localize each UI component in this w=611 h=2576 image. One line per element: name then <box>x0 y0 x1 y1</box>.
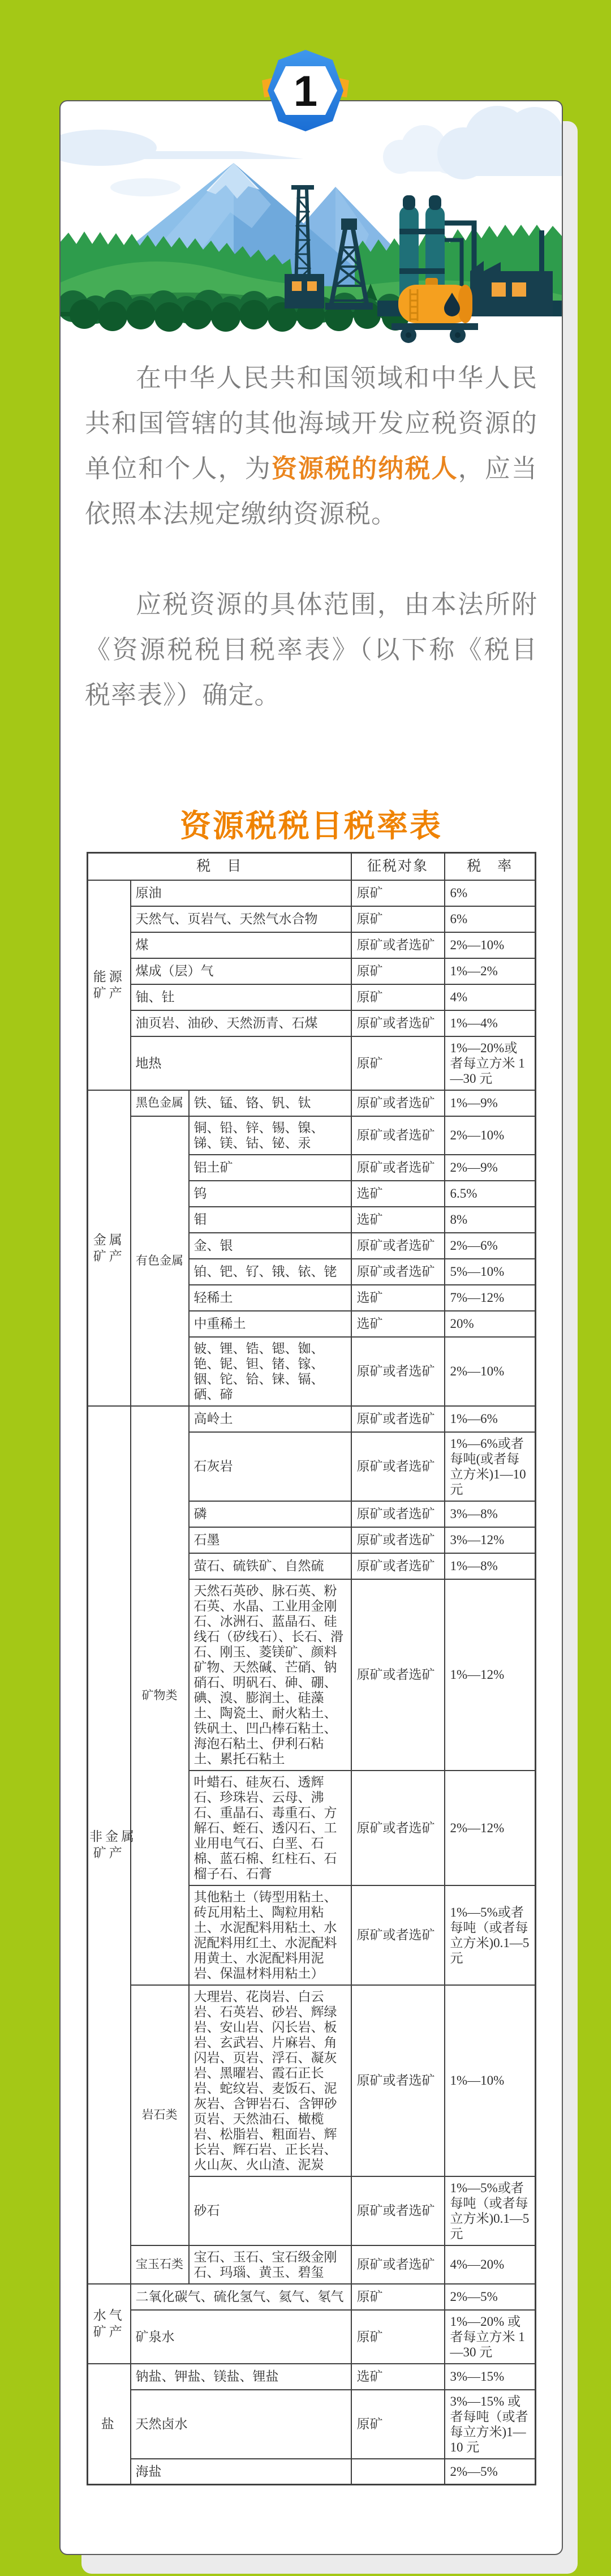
object-cell <box>351 2459 445 2485</box>
object-cell: 原矿或者选矿 <box>351 1090 445 1116</box>
rate-cell: 1%—5%或者每吨（或者每立方米)0.1—5 元 <box>445 1885 536 1985</box>
paragraph-1-text: 在中华人民共和国领域和中华人民共和国管辖的其他海域开发应税资源的单位和个人，为 <box>85 363 537 483</box>
object-cell: 选矿 <box>351 1285 445 1311</box>
rate-cell: 1%—9% <box>445 1090 536 1116</box>
rate-cell: 6% <box>445 880 536 906</box>
table-row <box>88 2245 536 2284</box>
object-cell: 原矿或者选矿 <box>351 1553 445 1579</box>
object-cell: 原矿或者选矿 <box>351 1233 445 1259</box>
paragraph-2: 应税资源的具体范围，由本法所附《资源税税目税率表》（以下称《税目税率表》）确定。 <box>85 590 537 709</box>
object-cell: 原矿 <box>351 906 445 932</box>
item-cell: 石灰岩 <box>189 1432 351 1501</box>
table-row <box>88 958 536 984</box>
object-cell: 选矿 <box>351 2364 445 2390</box>
table-row <box>88 880 536 906</box>
rate-cell: 3%—15% <box>445 2364 536 2390</box>
tax-rate-table <box>87 852 536 2485</box>
item-cell: 铁、锰、铬、钒、钛 <box>189 1090 351 1116</box>
rate-cell: 4%—20% <box>445 2245 536 2284</box>
object-cell: 原矿或者选矿 <box>351 1885 445 1985</box>
table-row <box>88 2459 536 2485</box>
item-cell: 钨 <box>189 1181 351 1207</box>
table-row <box>88 1036 536 1090</box>
item-cell: 叶蜡石、硅灰石、透辉石、珍珠岩、云母、沸石、重晶石、毒重石、方解石、蛭石、透闪石、工业用电气石、白垩、石棉、蓝石棉、红柱石、石榴子石、石膏 <box>189 1771 351 1885</box>
item-cell: 大理岩、花岗岩、白云岩、石英岩、砂岩、辉绿岩、安山岩、闪长岩、板岩、玄武岩、片麻岩、角闪岩、页岩、浮石、凝灰岩、黑曜岩、霞石正长岩、蛇纹岩、麦饭石、泥灰岩、含钾岩石、含钾砂页岩、天然油石、橄榄岩、松脂岩、粗面岩、辉长岩、辉石岩、正长岩、火山灰、火山渣、泥炭 <box>189 1985 351 2176</box>
item-cell: 其他粘土（铸型用粘土、砖瓦用粘土、陶粒用粘土、水泥配料用粘土、水泥配料用红土、水泥配料用黄土、水泥配料用泥岩、保温材料用粘土） <box>189 1885 351 1985</box>
object-cell: 原矿或者选矿 <box>351 1771 445 1885</box>
object-cell: 原矿 <box>351 958 445 984</box>
subcategory-cell: 宝玉石类 <box>131 2245 189 2284</box>
object-cell: 原矿或者选矿 <box>351 2245 445 2284</box>
object-cell: 原矿或者选矿 <box>351 2176 445 2245</box>
subcategory-cell: 岩石类 <box>131 1985 189 2245</box>
rate-cell: 2%—6% <box>445 1233 536 1259</box>
object-cell: 原矿或者选矿 <box>351 1116 445 1155</box>
section-badge <box>257 48 354 136</box>
badge-number: 1 <box>293 67 318 115</box>
object-cell: 原矿或者选矿 <box>351 1406 445 1432</box>
item-cell: 铂、钯、钌、锇、铱、铑 <box>189 1259 351 1285</box>
table-row <box>88 1406 536 1432</box>
object-cell: 原矿 <box>351 2390 445 2459</box>
category-cell: 非金属 矿产 <box>88 1406 131 2284</box>
item-cell: 轻稀土 <box>189 1285 351 1311</box>
rate-cell: 1%—4% <box>445 1010 536 1036</box>
object-cell: 原矿 <box>351 2284 445 2310</box>
table-row <box>88 2284 536 2310</box>
item-cell: 海盐 <box>131 2459 351 2485</box>
table-row <box>88 1985 536 2176</box>
table-row <box>88 2364 536 2390</box>
item-cell: 钼 <box>189 1207 351 1233</box>
subcategory-cell: 有色金属 <box>131 1116 189 1406</box>
rate-cell: 3%—12% <box>445 1527 536 1553</box>
subcategory-cell: 黑色金属 <box>131 1090 189 1116</box>
category-cell: 能源 矿产 <box>88 880 131 1090</box>
item-cell: 煤成（层）气 <box>131 958 351 984</box>
table-row <box>88 1010 536 1036</box>
table-row <box>88 932 536 958</box>
table-row <box>88 1090 536 1116</box>
rate-cell: 2%—10% <box>445 1116 536 1155</box>
item-cell: 二氧化碳气、硫化氢气、氦气、氡气 <box>131 2284 351 2310</box>
item-cell: 高岭土 <box>189 1406 351 1432</box>
taxpayer-highlight: 资源税的纳税人 <box>271 454 458 483</box>
item-cell: 铝土矿 <box>189 1155 351 1181</box>
object-cell: 选矿 <box>351 1181 445 1207</box>
rate-cell: 2%—9% <box>445 1155 536 1181</box>
header-item: 税 目 <box>88 853 351 880</box>
table-row <box>88 2310 536 2364</box>
table-title: 资源税税目税率表 <box>179 808 442 843</box>
item-cell: 矿泉水 <box>131 2310 351 2364</box>
rate-cell: 1%—12% <box>445 1579 536 1771</box>
rate-cell: 3%—8% <box>445 1501 536 1527</box>
content-card <box>59 100 563 2555</box>
object-cell: 原矿或者选矿 <box>351 1155 445 1181</box>
item-cell: 萤石、硫铁矿、自然硫 <box>189 1553 351 1579</box>
rate-cell: 1%—8% <box>445 1553 536 1579</box>
item-cell: 铀、钍 <box>131 984 351 1010</box>
object-cell: 原矿或者选矿 <box>351 1579 445 1771</box>
header-object: 征税对象 <box>351 853 445 880</box>
rate-cell: 1%—20% 或者每立方米 1—30 元 <box>445 2310 536 2364</box>
rate-cell: 1%—10% <box>445 1985 536 2176</box>
rate-cell: 1%—6%或者每吨(或者每立方米)1—10 元 <box>445 1432 536 1501</box>
table-row <box>88 2390 536 2459</box>
header-rate: 税 率 <box>445 853 536 880</box>
rate-cell: 2%—10% <box>445 1337 536 1406</box>
item-cell: 天然气、页岩气、天然气水合物 <box>131 906 351 932</box>
item-cell: 煤 <box>131 932 351 958</box>
rate-cell: 20% <box>445 1311 536 1337</box>
rate-cell: 2%—5% <box>445 2459 536 2485</box>
object-cell: 选矿 <box>351 1207 445 1233</box>
object-cell: 原矿或者选矿 <box>351 1432 445 1501</box>
object-cell: 原矿或者选矿 <box>351 1259 445 1285</box>
rate-cell: 1%—6% <box>445 1406 536 1432</box>
item-cell: 铜、铅、锌、锡、镍、锑、镁、钴、铋、汞 <box>189 1116 351 1155</box>
tax-table-body <box>88 880 536 2485</box>
item-cell: 钠盐、钾盐、镁盐、锂盐 <box>131 2364 351 2390</box>
rate-cell: 2%—5% <box>445 2284 536 2310</box>
rate-cell: 1%—5%或者每吨（或者每立方米)0.1—5 元 <box>445 2176 536 2245</box>
item-cell: 天然石英砂、脉石英、粉石英、水晶、工业用金刚石、冰洲石、蓝晶石、硅线石（矽线石）、长石、滑石、刚玉、菱镁矿、颜料矿物、天然碱、芒硝、钠硝石、明矾石、砷、硼、碘、溴、膨润土、硅藻土、陶瓷土、耐火粘土、铁矾土、凹凸棒石粘土、海泡石粘土、伊利石粘土、累托石粘土 <box>189 1579 351 1771</box>
paragraph-1 <box>85 355 537 537</box>
item-cell: 石墨 <box>189 1527 351 1553</box>
object-cell: 原矿或者选矿 <box>351 1337 445 1406</box>
rate-cell: 2%—10% <box>445 932 536 958</box>
item-cell: 原油 <box>131 880 351 906</box>
object-cell: 原矿 <box>351 2310 445 2364</box>
paragraph-1-tail: ，应当依照本法规定缴纳资源税。 <box>85 454 537 528</box>
landscape-illustration <box>61 101 562 345</box>
item-cell: 磷 <box>189 1501 351 1527</box>
table-header-row <box>88 853 536 880</box>
item-cell: 铍、锂、锆、锶、铷、铯、铌、钽、锗、镓、铟、铊、铪、铼、镉、硒、碲 <box>189 1337 351 1406</box>
rate-cell: 2%—12% <box>445 1771 536 1885</box>
item-cell: 砂石 <box>189 2176 351 2245</box>
object-cell: 原矿或者选矿 <box>351 932 445 958</box>
object-cell: 选矿 <box>351 1311 445 1337</box>
rate-cell: 4% <box>445 984 536 1010</box>
category-cell: 水气 矿产 <box>88 2284 131 2364</box>
object-cell: 原矿 <box>351 880 445 906</box>
object-cell: 原矿或者选矿 <box>351 1985 445 2176</box>
rate-cell: 5%—10% <box>445 1259 536 1285</box>
item-cell: 油页岩、油砂、天然沥青、石煤 <box>131 1010 351 1036</box>
table-row <box>88 984 536 1010</box>
item-cell: 宝石、玉石、宝石级金刚石、玛瑙、黄玉、碧玺 <box>189 2245 351 2284</box>
subcategory-cell: 矿物类 <box>131 1406 189 1985</box>
object-cell: 原矿 <box>351 1036 445 1090</box>
rate-cell: 7%—12% <box>445 1285 536 1311</box>
item-cell: 地热 <box>131 1036 351 1090</box>
object-cell: 原矿 <box>351 984 445 1010</box>
item-cell: 金、银 <box>189 1233 351 1259</box>
table-row <box>88 906 536 932</box>
object-cell: 原矿或者选矿 <box>351 1527 445 1553</box>
rate-cell: 1%—2% <box>445 958 536 984</box>
item-cell: 天然卤水 <box>131 2390 351 2459</box>
object-cell: 原矿或者选矿 <box>351 1501 445 1527</box>
category-cell: 金属 矿产 <box>88 1090 131 1406</box>
category-cell: 盐 <box>88 2364 131 2485</box>
rate-cell: 6.5% <box>445 1181 536 1207</box>
rate-cell: 6% <box>445 906 536 932</box>
table-row <box>88 1116 536 1155</box>
rate-cell: 3%—15% 或者每吨（或者每立方米)1—10 元 <box>445 2390 536 2459</box>
rate-cell: 1%—20%或者每立方米 1—30 元 <box>445 1036 536 1090</box>
item-cell: 中重稀土 <box>189 1311 351 1337</box>
rate-cell: 8% <box>445 1207 536 1233</box>
object-cell: 原矿或者选矿 <box>351 1010 445 1036</box>
